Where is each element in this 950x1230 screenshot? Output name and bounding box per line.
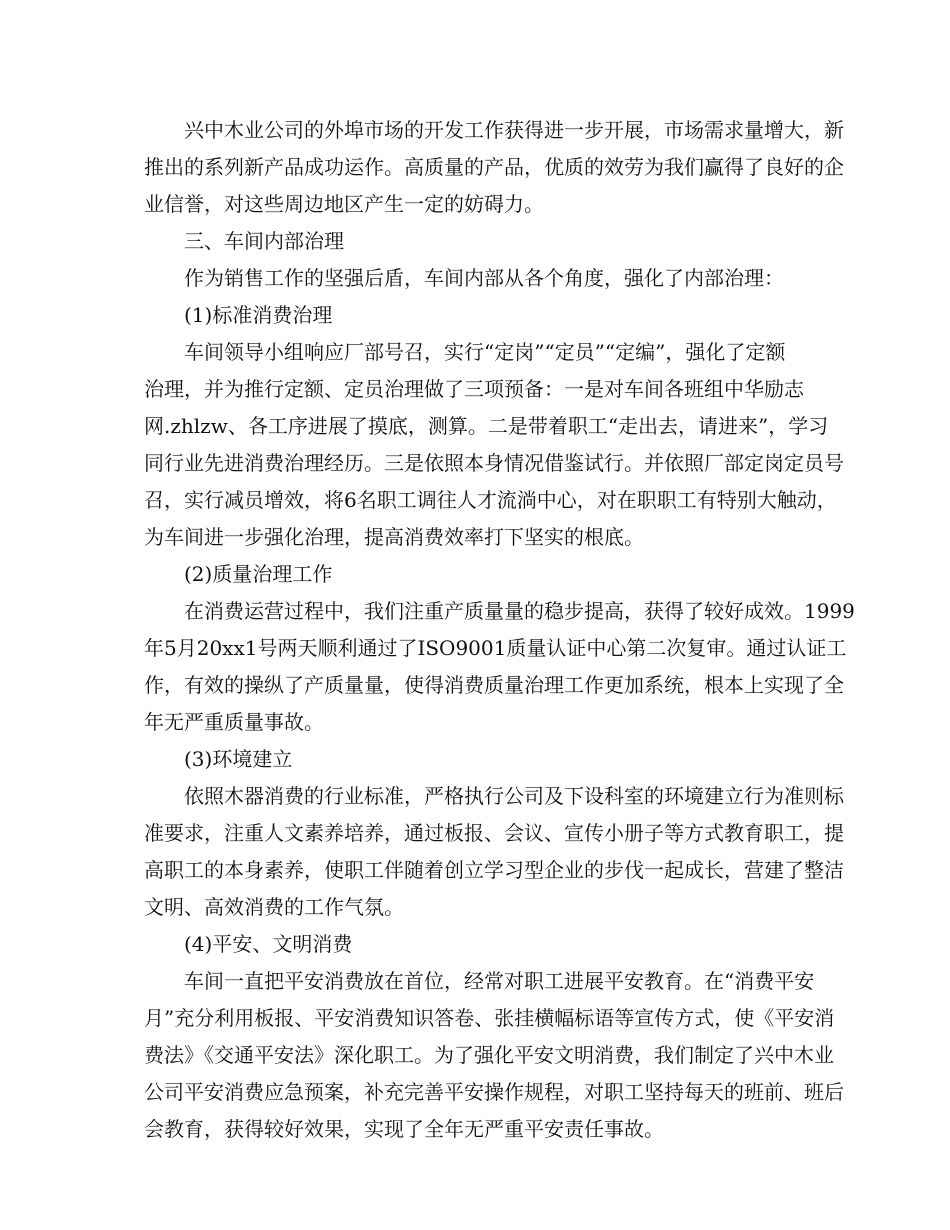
- paragraph-line: 年5月20xx1号两天顺利通过了ISO9001质量认证中心第二次复审。通过认证工: [144, 636, 847, 660]
- subsection-heading: (3)环境建立: [184, 747, 293, 771]
- paragraph-line: 作，有效的操纵了产质量量，使得消费质量治理工作更加系统，根本上实现了全: [144, 673, 844, 697]
- paragraph-line: 推出的系列新产品成功运作。高质量的产品，优质的效劳为我们赢得了良好的企: [144, 155, 844, 179]
- paragraph-line: 依照木器消费的行业标准，严格执行公司及下设科室的环境建立行为准则标: [184, 784, 844, 808]
- paragraph-line: 费法》《交通平安法》深化职工。为了强化平安文明消费，我们制定了兴中木业: [144, 1043, 834, 1067]
- subsection-heading: (4)平安、文明消费: [184, 932, 353, 956]
- paragraph-line: 年无严重质量事故。: [144, 710, 324, 734]
- subsection-heading: (1)标准消费治理: [184, 303, 333, 327]
- paragraph-line: 治理，并为推行定额、定员治理做了三项预备：一是对车间各班组中华励志: [144, 377, 804, 401]
- paragraph-line: 车间一直把平安消费放在首位，经常对职工进展平安教育。在“消费平安: [184, 969, 815, 993]
- paragraph-line: 公司平安消费应急预案，补充完善平安操作规程，对职工坚持每天的班前、班后: [144, 1080, 844, 1104]
- paragraph-line: 准要求，注重人文素养培养，通过板报、会议、宣传小册子等方式教育职工，提: [144, 821, 844, 845]
- paragraph-line: 车间领导小组响应厂部号召，实行“定岗”“定员”“定编”，强化了定额: [184, 340, 786, 364]
- paragraph-line: 高职工的本身素养，使职工伴随着创立学习型企业的步伐一起成长，营建了整洁: [144, 858, 844, 882]
- paragraph-line: 在消费运营过程中，我们注重产质量量的稳步提高，获得了较好成效。1999: [184, 599, 855, 623]
- paragraph-line: 月”充分利用板报、平安消费知识答卷、张挂横幅标语等宣传方式，使《平安消: [144, 1006, 835, 1030]
- paragraph-line: 为车间进一步强化治理，提高消费效率打下坚实的根底。: [144, 525, 644, 549]
- paragraph-line: 同行业先进消费治理经历。三是依照本身情况借鉴试行。并依照厂部定岗定员号: [144, 451, 844, 475]
- paragraph-line: 召，实行减员增效，将6名职工调往人才流淌中心，对在职职工有特别大触动，: [144, 488, 837, 512]
- paragraph-line: 会教育，获得较好效果，实现了全年无严重平安责任事故。: [144, 1117, 664, 1141]
- paragraph-line: 网.zhlzw、各工序进展了摸底，测算。二是带着职工“走出去，请进来”，学习: [144, 414, 829, 438]
- document-body: [144, 112, 855, 1148]
- paragraph-line: 兴中木业公司的外埠市场的开发工作获得进一步开展，市场需求量增大，新: [184, 118, 844, 142]
- paragraph-line: 作为销售工作的坚强后盾，车间内部从各个角度，强化了内部治理：: [184, 266, 784, 290]
- subsection-heading: (2)质量治理工作: [184, 562, 333, 586]
- paragraph-line: 文明、高效消费的工作气氛。: [144, 895, 404, 919]
- paragraph-line: 业信誉，对这些周边地区产生一定的妨碍力。: [144, 192, 544, 216]
- section-heading: 三、车间内部治理: [184, 229, 344, 253]
